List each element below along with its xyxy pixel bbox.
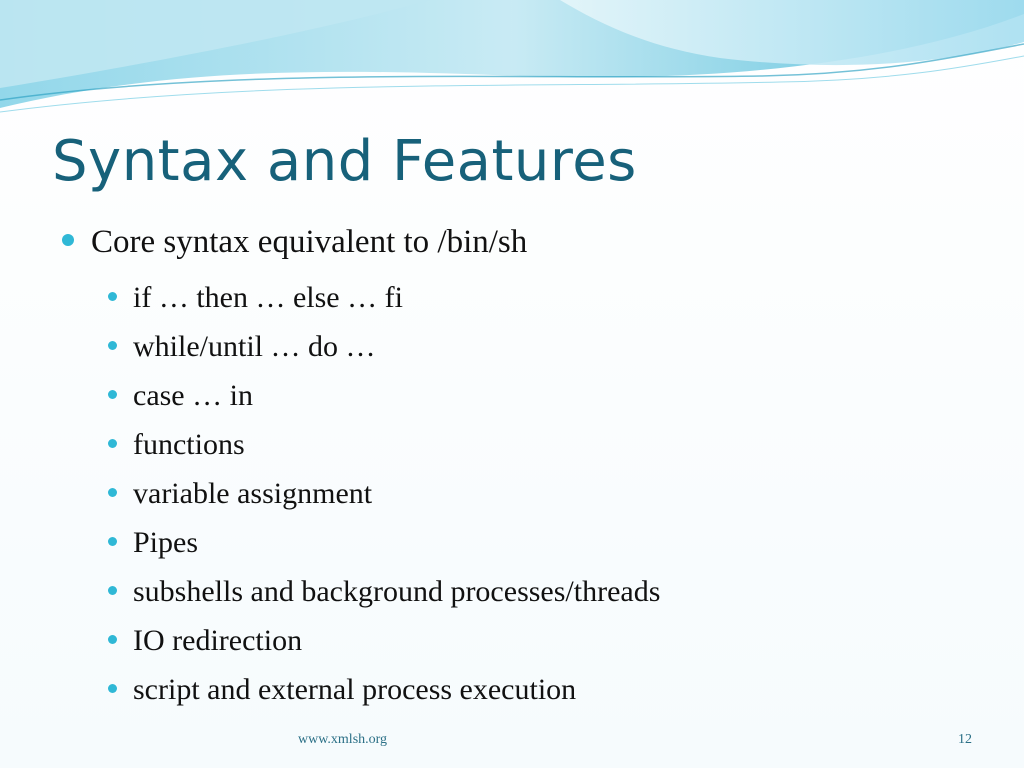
bullet-dot-icon — [108, 537, 117, 546]
sub-bullet-item — [108, 624, 302, 658]
sub-bullet-item — [108, 477, 372, 511]
sub-bullet-text: variable assignment — [133, 477, 373, 510]
sub-bullet-item — [108, 526, 198, 560]
sub-bullet-text: script and external process execution — [133, 673, 577, 706]
bullet-dot-icon — [108, 341, 117, 350]
sub-bullet-item — [108, 673, 576, 707]
slide-title: Syntax and Features — [52, 129, 637, 194]
bullet-dot-icon — [62, 234, 74, 246]
sub-bullet-text: functions — [133, 428, 245, 461]
sub-bullet-item — [108, 428, 245, 462]
sub-bullet-item — [108, 330, 376, 364]
bullet-text: Core syntax equivalent to /bin/sh — [91, 224, 528, 260]
footer-url: www.xmlsh.org — [298, 732, 388, 747]
sub-bullet-text: Pipes — [133, 526, 199, 559]
sub-bullet-text: IO redirection — [133, 624, 303, 657]
sub-bullet-item — [108, 281, 403, 315]
bullet-dot-icon — [108, 635, 117, 644]
bullet-dot-icon — [108, 586, 117, 595]
decorative-wave-header — [0, 0, 1024, 120]
page-number: 12 — [958, 732, 972, 747]
bullet-dot-icon — [108, 292, 117, 301]
sub-bullet-text: case … in — [133, 379, 253, 412]
sub-bullet-text: while/until … do … — [133, 330, 376, 363]
bullet-dot-icon — [108, 390, 117, 399]
sub-bullet-text: if … then … else … fi — [133, 281, 403, 314]
bullet-dot-icon — [108, 488, 117, 497]
sub-bullet-text: subshells and background processes/threads — [133, 575, 661, 608]
bullet-dot-icon — [108, 439, 117, 448]
sub-bullet-item — [108, 575, 660, 609]
bullet-item — [62, 224, 527, 261]
bullet-dot-icon — [108, 684, 117, 693]
sub-bullet-item — [108, 379, 253, 413]
